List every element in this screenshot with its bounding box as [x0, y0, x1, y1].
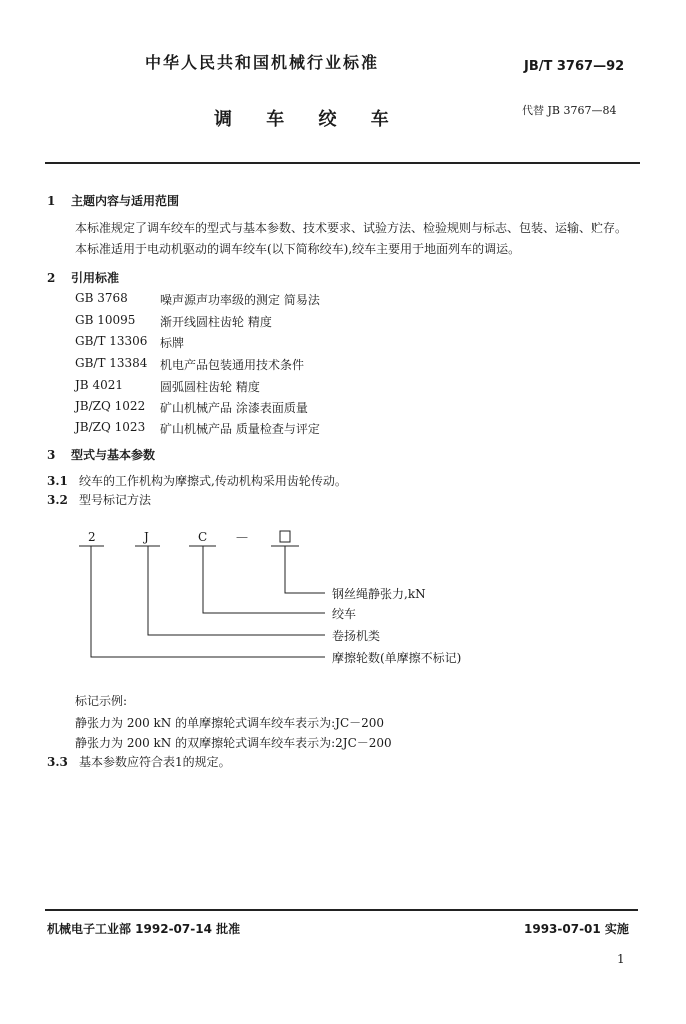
example-line: 静张力为 200 kN 的双摩擦轮式调车绞车表示为:2JC－200	[75, 736, 392, 750]
footer-divider	[45, 909, 638, 911]
reference-title: 噪声源声功率级的测定 简易法	[160, 293, 320, 307]
section-number: 1	[47, 194, 56, 208]
section-1-paragraph-1: 本标准规定了调车绞车的型式与基本参数、技术要求、试验方法、检验规则与标志、包装、运输、贮存。	[75, 221, 628, 235]
example-line: 静张力为 200 kN 的单摩擦轮式调车绞车表示为:JC－200	[75, 716, 385, 730]
reference-title: 渐开线圆柱齿轮 精度	[160, 315, 272, 329]
reference-code: GB 3768	[75, 291, 128, 305]
symbol-winch: C	[198, 530, 208, 544]
symbol-friction-wheel-count: 2	[88, 530, 96, 544]
clause-3-2	[47, 491, 151, 508]
document-title: 调 车 绞 车	[214, 109, 403, 130]
reference-code: GB/T 13384	[75, 356, 148, 370]
approval-info: 机械电子工业部 1992-07-14 批准	[47, 922, 241, 936]
leader-line-hoist-class	[148, 546, 325, 635]
reference-code: GB/T 13306	[75, 334, 148, 348]
reference-title: 矿山机械产品 涂漆表面质量	[160, 401, 308, 415]
reference-code: GB 10095	[75, 313, 136, 327]
reference-code: JB 4021	[75, 378, 123, 392]
section-title: 引用标准	[71, 271, 120, 285]
clause-3-1	[47, 472, 347, 489]
leader-line-winch	[203, 546, 325, 613]
reference-title: 矿山机械产品 质量检查与评定	[160, 422, 320, 436]
leader-line-tension	[285, 546, 325, 593]
reference-title: 标牌	[160, 336, 185, 350]
leader-line-friction-wheels	[91, 546, 325, 657]
symbol-dash: —	[236, 530, 248, 544]
section-title: 型式与基本参数	[71, 448, 156, 462]
standard-category-title: 中华人民共和国机械行业标准	[145, 53, 380, 72]
reference-title: 圆弧圆柱齿轮 精度	[160, 380, 260, 394]
replaces-note: 代替 JB 3767—84	[522, 104, 617, 117]
section-1-heading	[47, 192, 179, 209]
label-winch: 绞车	[332, 607, 357, 621]
section-title: 主题内容与适用范围	[71, 194, 180, 208]
header-divider	[45, 162, 640, 164]
reference-title: 机电产品包装通用技术条件	[160, 358, 305, 372]
symbol-hoist-class: J	[144, 530, 149, 544]
section-1-paragraph-2: 本标准适用于电动机驱动的调车绞车(以下简称绞车),绞车主要用于地面列车的调运。	[75, 242, 521, 256]
section-2-heading	[47, 269, 119, 286]
label-hoist-class: 卷扬机类	[332, 629, 381, 643]
standard-number: JB/T 3767—92	[524, 59, 625, 74]
section-3-heading	[47, 446, 155, 463]
reference-code: JB/ZQ 1022	[75, 399, 146, 413]
clause-text: 型号标记方法	[79, 493, 152, 507]
box-placeholder-icon	[280, 531, 290, 542]
label-friction-wheel-count: 摩擦轮数(单摩擦不标记)	[332, 651, 462, 665]
example-heading: 标记示例:	[75, 694, 128, 708]
reference-code: JB/ZQ 1023	[75, 420, 146, 434]
clause-text: 基本参数应符合表1的规定。	[79, 755, 231, 769]
section-number: 3	[47, 448, 56, 462]
clause-number: 3.3	[47, 755, 68, 769]
clause-3-3	[47, 753, 231, 770]
clause-number: 3.2	[47, 493, 68, 507]
page-number: 1	[617, 952, 625, 966]
section-number: 2	[47, 271, 56, 285]
effective-date: 1993-07-01 实施	[524, 922, 629, 936]
clause-number: 3.1	[47, 474, 68, 488]
label-rope-static-tension: 钢丝绳静张力,kN	[332, 587, 426, 601]
clause-text: 绞车的工作机构为摩擦式,传动机构采用齿轮传动。	[79, 474, 347, 488]
